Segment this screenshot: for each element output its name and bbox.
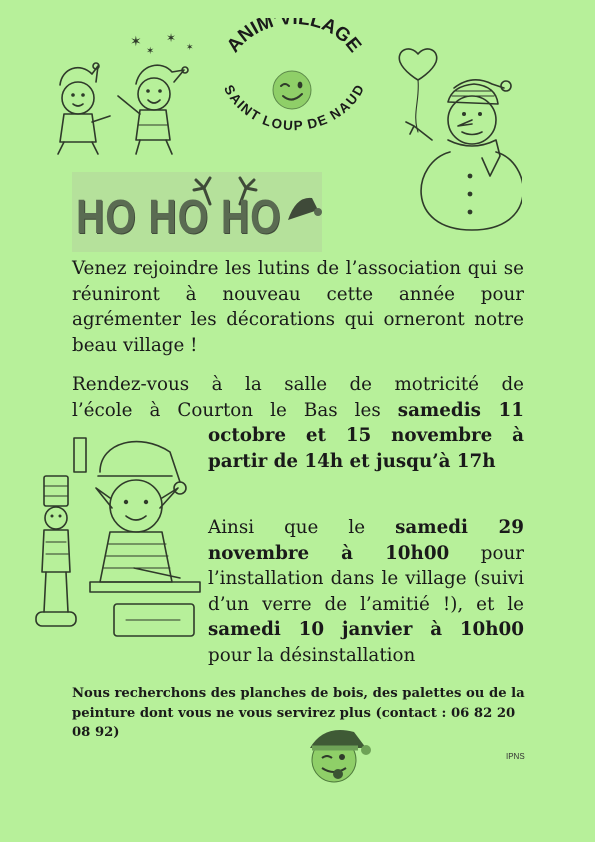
installation-text-1: Ainsi que le (208, 517, 396, 538)
logo-top-text: ANIM’VILLAGE (222, 18, 366, 57)
elf-at-workbench (96, 442, 186, 582)
meeting-line1: Rendez-vous à la salle de motricité de (72, 374, 524, 395)
meeting-dates-start: samedis 11 (397, 399, 524, 421)
meeting-dates-rest: octobre et 15 novembre à partir de 14h et jusqu’à 17h (208, 425, 524, 472)
workshop-elf-illustration (30, 432, 205, 642)
installation-text-2: pour l’installation dans le village (suivi d’un verre de l’amitié !), et le (208, 542, 524, 615)
installation-text-3: pour la désinstallation (208, 644, 416, 666)
title-banner (72, 172, 322, 252)
installation-paragraph (208, 515, 524, 669)
star-icon: ✶ (166, 31, 177, 45)
tongue-out-santa-emoji-icon (300, 722, 376, 786)
logo-bottom-text: SAINT LOUP DE NAUD (220, 82, 367, 134)
meeting-paragraph-start (72, 372, 524, 423)
winking-face-icon (273, 71, 311, 109)
snowman-illustration (392, 44, 522, 234)
elf-right (118, 65, 188, 154)
installation-date: samedi 29 novembre à 10h00 (208, 517, 524, 564)
heart-balloon-icon (399, 49, 436, 80)
svg-text:ANIM’VILLAGE (223, 18, 365, 57)
meeting-line2: l’école à Courton le Bas les (72, 399, 398, 421)
workbench (90, 568, 200, 636)
meeting-paragraph-end (208, 423, 524, 474)
santa-hat-icon (286, 192, 322, 222)
ipns-tag: IPNS (506, 752, 525, 761)
star-icon: ✶ (130, 34, 142, 50)
star-icon: ✶ (146, 46, 155, 57)
elf-left (58, 63, 110, 154)
nutcracker-toy (36, 476, 76, 626)
page-title: HO HO HO (76, 191, 282, 244)
elves-illustration (40, 30, 200, 160)
uninstall-date: samedi 10 janvier à 10h00 (208, 619, 524, 641)
intro-paragraph: Venez rejoindre les lutins de l’association qui se réuniront à nouveau cette année pour agrémenter les décorations qui orneront notre beau village ! (72, 258, 524, 356)
materials-request-note: Nous recherchons des planches de bois, des palettes ou de la peinture dont vous ne vous servirez plus (contact : 06 82 20 08 92) (72, 686, 525, 740)
star-icon: ✶ (186, 43, 194, 53)
anim-village-logo (214, 18, 374, 136)
